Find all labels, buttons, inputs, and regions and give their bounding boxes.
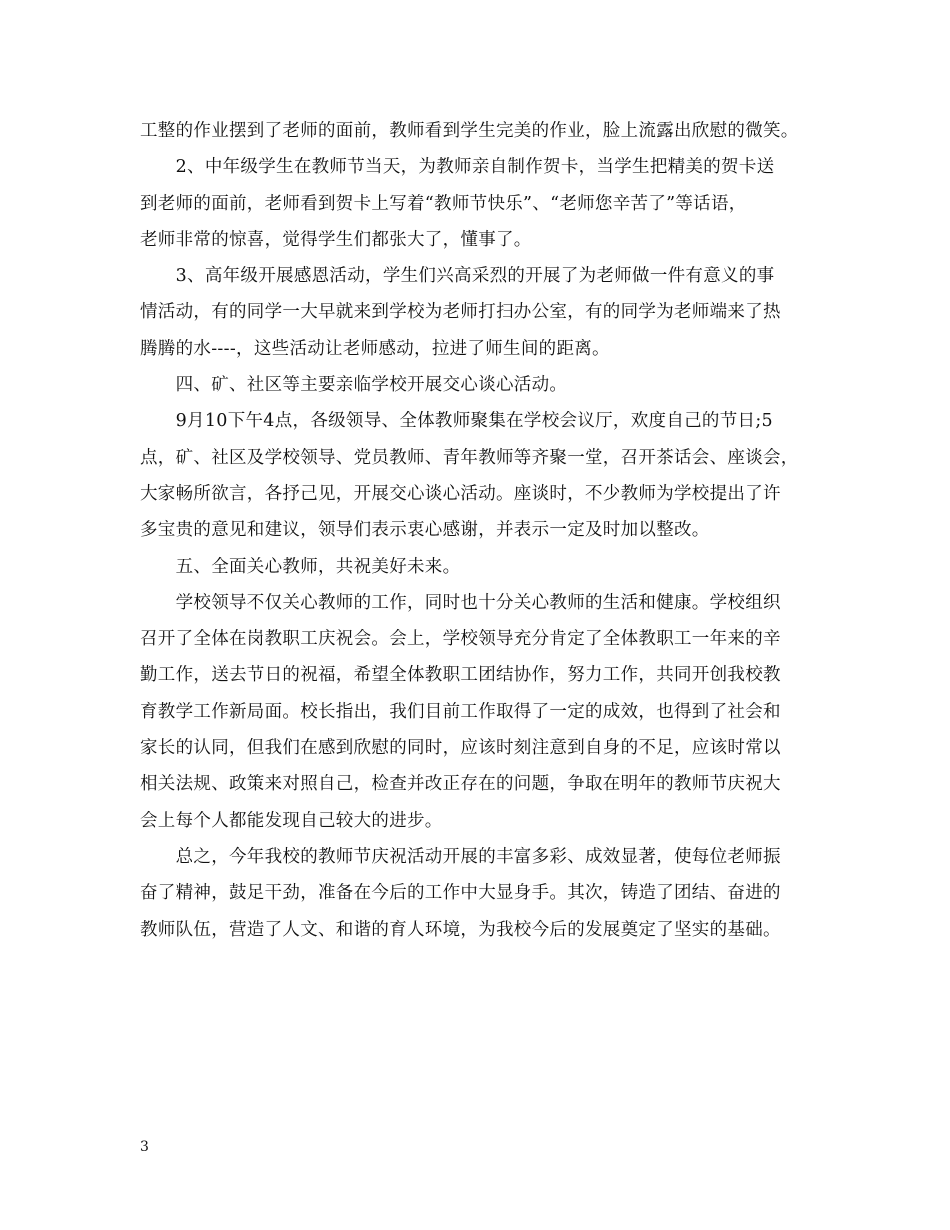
text-line: 奋了精神，鼓足干劲，准备在今后的工作中大显身手。其次，铸造了团结、奋进的 xyxy=(140,883,781,904)
text-line: 教师队伍，营造了人文、和谐的育人环境，为我校今后的发展奠定了坚实的基础。 xyxy=(140,919,781,940)
text-line: 总之，今年我校的教师节庆祝活动开展的丰富多彩、成效显著，使每位老师振 xyxy=(140,846,781,867)
text-line: 老师非常的惊喜，觉得学生们都张大了，懂事了。 xyxy=(140,229,532,250)
text-line: 家长的认同，但我们在感到欣慰的同时，应该时刻注意到自身的不足，应该时常以 xyxy=(140,738,781,759)
text-line: 五、全面关心教师，共祝美好未来。 xyxy=(140,556,461,577)
text-line: 相关法规、政策来对照自己，检查并改正存在的问题，争取在明年的教师节庆祝大 xyxy=(140,774,781,795)
text-line: 点，矿、社区及学校领导、党员教师、青年教师等齐聚一堂，召开茶话会、座谈会， xyxy=(140,447,799,468)
text-line: 四、矿、社区等主要亲临学校开展交心谈心活动。 xyxy=(140,375,568,396)
text-line: 到老师的面前，老师看到贺卡上写着“教师节快乐”、“老师您辛苦了”等话语， xyxy=(140,193,747,214)
document-body xyxy=(140,113,820,948)
text-line: 多宝贵的意见和建议，领导们表示衷心感谢，并表示一定及时加以整改。 xyxy=(140,520,710,541)
text-line: 育教学工作新局面。校长指出，我们目前工作取得了一定的成效，也得到了社会和 xyxy=(140,701,781,722)
text-line: 2、中年级学生在教师节当天，为教师亲自制作贺卡，当学生把精美的贺卡送 xyxy=(140,157,775,178)
page-number: 3 xyxy=(140,1139,149,1155)
text-line: 工整的作业摆到了老师的面前，教师看到学生完美的作业，脸上流露出欣慰的微笑。 xyxy=(140,121,799,141)
text-line: 学校领导不仅关心教师的工作，同时也十分关心教师的生活和健康。学校组织 xyxy=(140,592,781,613)
text-line: 会上每个人都能发现自己较大的进步。 xyxy=(140,810,443,831)
text-line: 大家畅所欲言，各抒己见，开展交心谈心活动。座谈时，不少教师为学校提出了许 xyxy=(140,483,781,504)
text-line: 9月10下午4点，各级领导、全体教师聚集在学校会议厅，欢度自己的节日;5 xyxy=(140,411,773,432)
text-line: 勤工作，送去节日的祝福，希望全体教职工团结协作，努力工作，共同开创我校教 xyxy=(140,665,781,686)
text-line: 召开了全体在岗教职工庆祝会。会上，学校领导充分肯定了全体教职工一年来的辛 xyxy=(140,629,781,650)
text-line: 腾腾的水----，这些活动让老师感动，拉进了师生间的距离。 xyxy=(140,338,610,359)
text-line: 情活动，有的同学一大早就来到学校为老师打扫办公室，有的同学为老师端来了热 xyxy=(140,302,781,323)
text-line: 3、高年级开展感恩活动，学生们兴高采烈的开展了为老师做一件有意义的事 xyxy=(140,266,775,287)
